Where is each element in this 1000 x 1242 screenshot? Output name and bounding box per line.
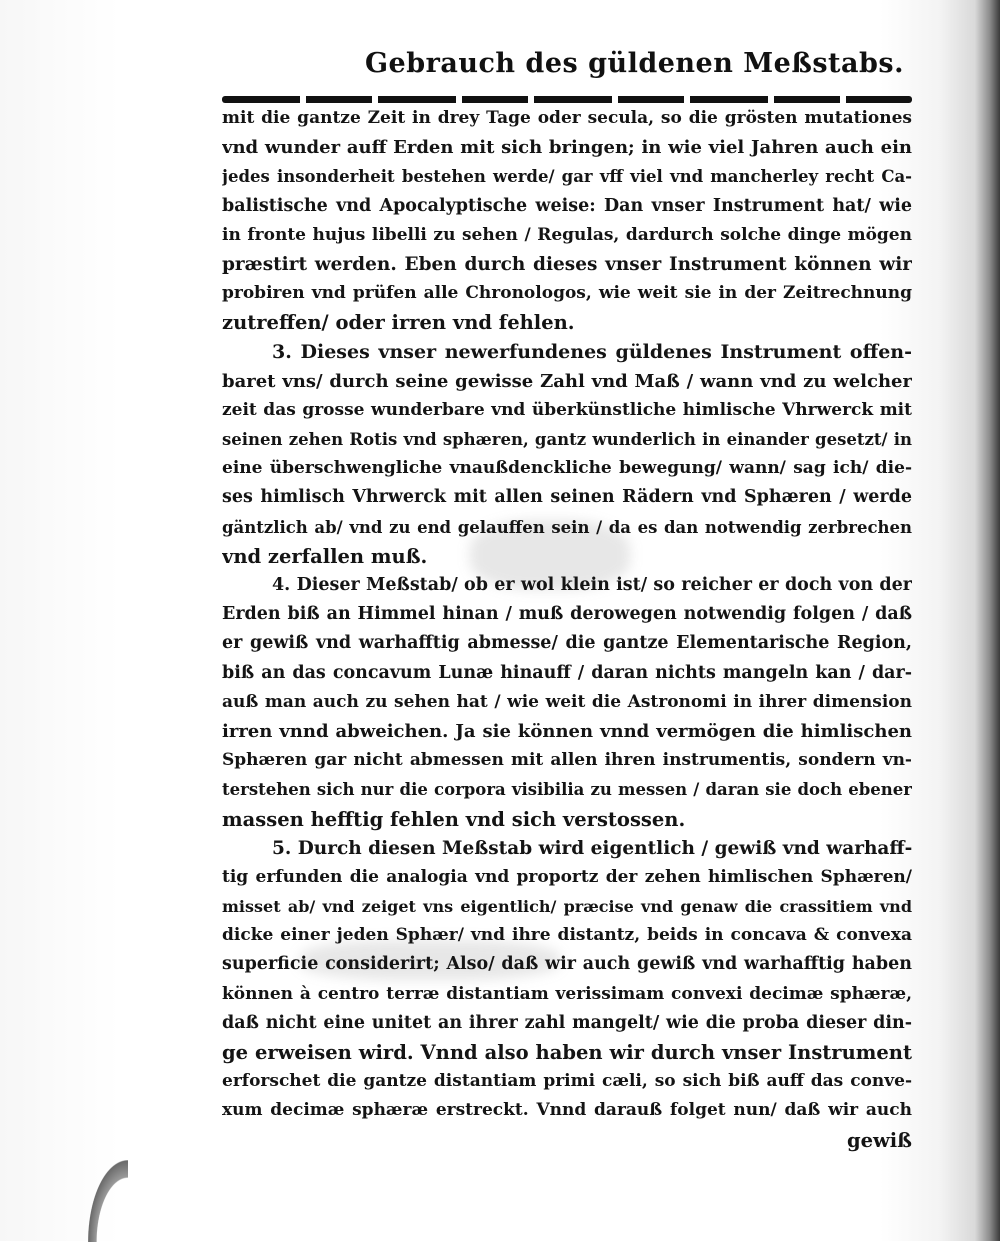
text-line: xum decimæ sphæræ erstreckt. Vnnd darauß folget nun/ daß wir auch (222, 1100, 912, 1121)
text-line: Sphæren gar nicht abmessen mit allen ihren instrumentis, sondern vn- (222, 750, 912, 771)
paragraph-start-5: 5. Durch diesen Meßstab wird eigentlich / gewiß vnd warhaff- (272, 837, 912, 859)
text-line: baret vns/ durch seine gewisse Zahl vnd Maß / wann vnd zu welcher (222, 370, 912, 392)
text-line: balistische vnd Apocalyptische weise: Dan vnser Instrument hat/ wie (222, 195, 912, 216)
text-line: auß man auch zu sehen hat / wie weit die Astronomi in ihrer dimension (222, 691, 912, 712)
text-line: jedes insonderheit bestehen werde/ gar vff viel vnd mancherley recht Ca- (222, 167, 912, 187)
ornamental-rule (222, 96, 912, 103)
text-line: ses himlisch Vhrwerck mit allen seinen Rädern vnd Sphæren / werde (222, 487, 912, 508)
text-line: tig erfunden die analogia vnd proportz der zehen himlischen Sphæren/ (222, 866, 912, 887)
text-line: vnd zerfallen muß. (222, 544, 428, 568)
text-line: seinen zehen Rotis vnd sphæren, gantz wunderlich in einander gesetzt/ in (222, 430, 912, 450)
paragraph-start-4: 4. Dieser Meßstab/ ob er wol klein ist/ so reicher er doch von der (272, 575, 912, 595)
text-line: er gewiß vnd warhafftig abmesse/ die gantze Elementarische Region, (222, 633, 912, 654)
text-line: ge erweisen wird. Vnnd also haben wir durch vnser Instrument (222, 1041, 912, 1064)
text-line: probiren vnd prüfen alle Chronologos, wie weit sie in der Zeitrechnung (222, 283, 912, 304)
text-line: zutreffen/ oder irren vnd fehlen. (222, 311, 575, 335)
text-line: daß nicht eine unitet an ihrer zahl mangelt/ wie die proba dieser din- (222, 1012, 912, 1033)
text-line: misset ab/ vnd zeiget vns eigentlich/ præcise vnd genaw die crassitiem vnd (222, 897, 912, 917)
text-line: terstehen sich nur die corpora visibilia zu messen / daran sie doch ebener (222, 780, 912, 800)
text-line: erforschet die gantze distantiam primi cæli, so sich biß auff das conve- (222, 1071, 912, 1092)
text-line: massen hefftig fehlen vnd sich verstossen. (222, 807, 686, 831)
text-line: gäntzlich ab/ vnd zu end gelauffen sein / da es dan notwendig zerbrechen (222, 517, 912, 537)
text-line: mit die gantze Zeit in drey Tage oder secula, so die grösten mutationes (222, 108, 912, 128)
text-line: Erden biß an Himmel hinan / muß derowegen notwendig folgen / daß (222, 604, 912, 625)
text-line: können à centro terræ distantiam verissimam convexi decimæ sphæræ, (222, 983, 912, 1004)
text-line: biß an das concavum Lunæ hinauff / daran nichts mangeln kan / dar- (222, 662, 912, 683)
text-line: vnd wunder auff Erden mit sich bringen; in wie viel Jahren auch ein (222, 137, 912, 159)
paragraph-start-3: 3. Dieses vnser newerfundenes güldenes Instrument offen- (272, 340, 912, 363)
text-line: superficie considerirt; Also/ daß wir auch gewiß vnd warhafftig haben (222, 954, 912, 975)
text-line: zeit das grosse wunderbare vnd überkünstliche himlische Vhrwerck mit (222, 399, 912, 420)
page-corner-shadow (88, 1160, 128, 1242)
text-line: in fronte hujus libelli zu sehen / Regulas, dardurch solche dinge mögen (222, 224, 912, 245)
catchword: gewiß (846, 1128, 912, 1152)
running-head: Gebrauch des güldenen Meßstabs. (365, 48, 904, 79)
text-line: eine überschwengliche vnaußdenckliche bewegung/ wann/ sag ich/ die- (222, 458, 912, 479)
body-text (222, 104, 912, 1155)
text-line: dicke einer jeden Sphær/ vnd ihre distantz, beids in concava & convexa (222, 925, 912, 946)
text-line: irren vnnd abweichen. Ja sie können vnnd vermögen die himlischen (222, 720, 912, 742)
text-line: præstirt werden. Eben durch dieses vnser Instrument können wir (222, 253, 912, 275)
